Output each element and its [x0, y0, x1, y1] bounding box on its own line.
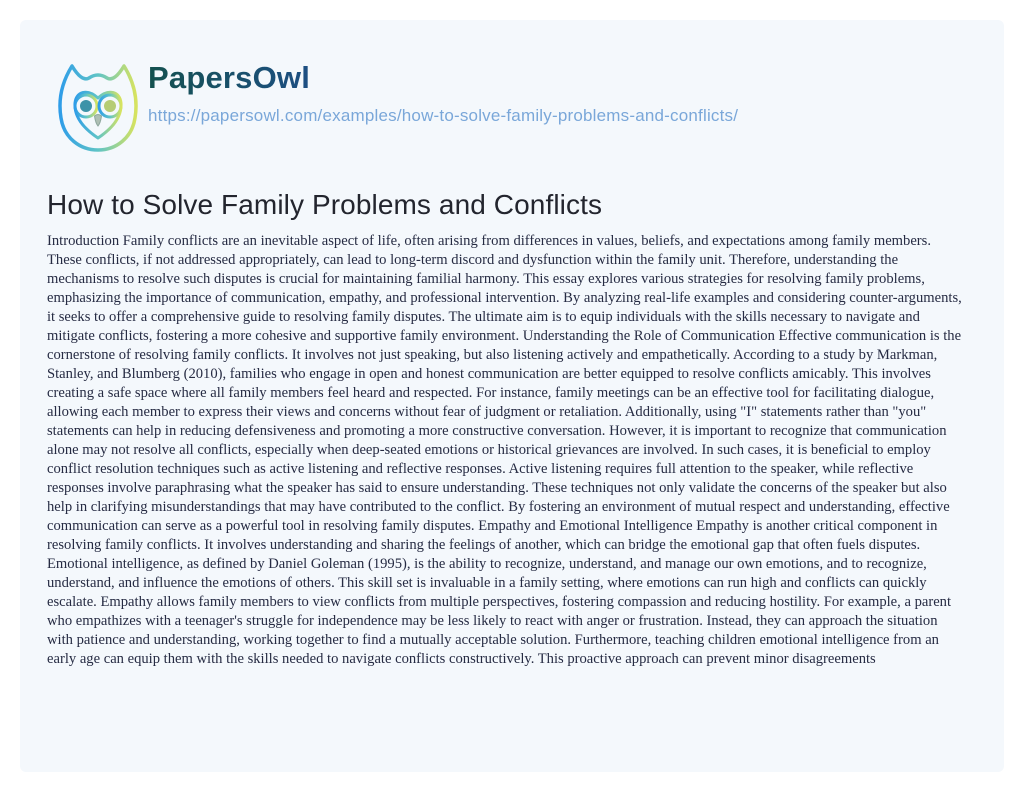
article-title: How to Solve Family Problems and Conflicts — [47, 188, 603, 220]
article-url-link[interactable]: https://papersowl.com/examples/how-to-solve-family-problems-and-conflicts/ — [148, 106, 739, 125]
article-body-text: Introduction Family conflicts are an inevitable aspect of life, often arising from differences in values, beliefs, and expectations among family members. These conflicts, if not addressed appropriately, can lead to long-term discord and dysfunction within the family unit. Therefore, understanding the mechanisms to resolve such disputes is crucial for maintaining familial harmony. This essay explores various strategies for resolving family problems, emphasizing the importance of communication, empathy, and professional intervention. By analyzing real-life examples and considering counter-arguments, it seeks to offer a comprehensive guide to resolving family disputes. The ultimate aim is to equip individuals with the skills necessary to navigate and mitigate conflicts, fostering a more cohesive and supportive family environment. Understanding the Role of Communication Effective communication is the cornerstone of resolving family conflicts. It involves not just speaking, but also listening actively and empathetically. According to a study by Markman, Stanley, and Blumberg (2010), families who engage in open and honest communication are better equipped to resolve conflicts amicably. This involves creating a safe space where all family members feel heard and respected. For instance, family meetings can be an effective tool for facilitating dialogue, allowing each member to express their views and concerns without fear of judgment or retaliation. Additionally, using "I" statements rather than "you" statements can help in reducing defensiveness and promoting a more constructive conversation. However, it is important to recognize that communication alone may not resolve all conflicts, especially when deep-seated emotions or historical grievances are involved. In such cases, it is beneficial to employ conflict resolution techniques such as active listening and reflective responses. Active listening requires full attention to the speaker, while reflective responses involve paraphrasing what the speaker has said to ensure understanding. These techniques not only validate the concerns of the speaker but also help in clarifying misunderstandings that may have contributed to the conflict. By fostering an environment of mutual respect and understanding, effective communication can serve as a powerful tool in resolving family disputes. Empathy and Emotional Intelligence Empathy is another critical component in resolving family conflicts. It involves understanding and sharing the feelings of another, which can bridge the emotional gap that often fuels disputes. Emotional intelligence, as defined by Daniel Goleman (1995), is the ability to recognize, understand, and manage our own emotions, and to recognize, understand, and influence the emotions of others. This skill set is invaluable in a family setting, where emotions can run high and conflicts can quickly escalate. Empathy allows family members to view conflicts from multiple perspectives, fostering compassion and reducing hostility. For example, a parent who empathizes with a teenager's struggle for independence may be less likely to react with anger or frustration. Instead, they can approach the situation with patience and understanding, working together to find a mutually acceptable solution. Furthermore, teaching children emotional intelligence from an early age can equip them with the skills needed to navigate conflicts constructively. This proactive approach can prevent minor disagreements — [47, 232, 962, 667]
brand-name: PapersOwl — [148, 60, 311, 95]
papersowl-owl-logo-icon — [48, 56, 148, 156]
content-card — [20, 20, 1004, 772]
